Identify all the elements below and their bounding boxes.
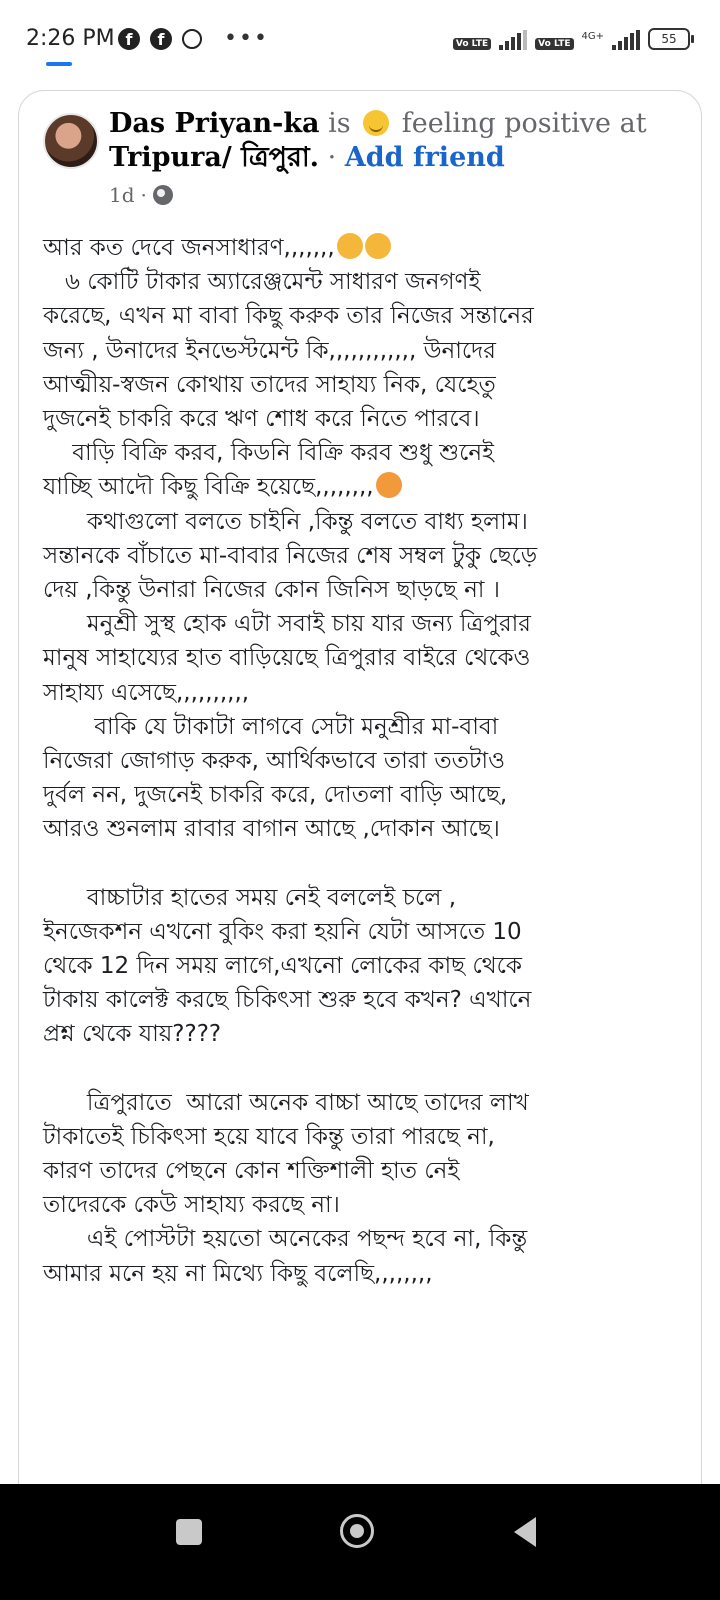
whatsapp-icon (182, 29, 202, 49)
post-line: দুর্বল নন, দুজনেই চাকরি করে, দোতলা বাড়ি আছে, (43, 782, 508, 809)
volte-icon: Vo LTE (453, 38, 491, 50)
blank-line (43, 847, 683, 881)
post-line: সন্তানকে বাঁচাতে মা-বাবার নিজের শেষ সম্বল টুকু ছেড়ে (43, 542, 538, 569)
post-line: জন্য , উনাদের ইনভেস্টমেন্ট কি,,,,,,,,,,,, উনাদের (43, 337, 496, 364)
post-line: দুজনেই চাকরি করে ঋণ শোধ করে নিতে পারবে। (43, 406, 480, 433)
separator-dot: · (327, 142, 337, 173)
post-line: করেছে, এখন মা বাবা কিছু করুক তার নিজের সন্তানের (43, 303, 534, 330)
volte-icon: Vo LTE (535, 38, 573, 50)
post-card (18, 90, 702, 1510)
post-header (109, 107, 679, 175)
post-line: বাকি যে টাকাটা লাগবে সেটা মনুশ্রীর মা-বাবা (43, 713, 499, 740)
network-type-label: 4G+ (581, 31, 604, 42)
post-line: তাদেরকে কেউ সাহায্য করছে না। (43, 1192, 340, 1219)
back-triangle-icon[interactable] (514, 1517, 536, 1547)
facebook-icon: f (150, 28, 172, 50)
system-icons (453, 28, 690, 50)
post-line: আর কত দেবে জনসাধারণ,,,,,,, (43, 231, 683, 265)
status-bar (0, 0, 720, 86)
battery-icon: 55 (648, 28, 690, 50)
post-body (43, 231, 683, 1291)
thinking-face-emoji (337, 233, 363, 259)
signal-strength-icon (612, 30, 640, 50)
post-line: আত্মীয়-স্বজন কোথায় তাদের সাহায্য নিক, যেহেতু (43, 371, 496, 398)
author-name[interactable]: Das Priyan-ka (109, 108, 320, 139)
post-line: ত্রিপুরাতে আরো অনেক বাচ্চা আছে তাদের লাখ (43, 1089, 529, 1116)
recents-square-icon[interactable] (176, 1519, 202, 1545)
home-circle-icon[interactable] (340, 1514, 374, 1548)
post-line: এই পোস্টটা হয়তো অনেকের পছন্দ হবে না, কিন্তু (43, 1226, 528, 1253)
post-line: মানুষ সাহায্যের হাত বাড়িয়েছে ত্রিপুরার বাইরে থেকেও (43, 645, 531, 672)
post-line: যাচ্ছি আদৌ কিছু বিক্রি হয়েছে,,,,,,,, (43, 470, 683, 504)
post-line: সাহায্য এসেছে,,,,,,,,,, (43, 679, 250, 706)
post-line: টাকাতেই চিকিৎসা হয়ে যাবে কিন্তু তারা পারছে না, (43, 1123, 495, 1150)
avatar[interactable] (43, 113, 99, 169)
navigation-bar (0, 1484, 720, 1600)
more-notifications-icon: ••• (224, 26, 269, 51)
post-line: কারণ তাদের পেছনে কোন শক্তিশালী হাত নেই (43, 1158, 460, 1185)
post-line: টাকায় কালেক্ট করছে চিকিৎসা শুরু হবে কখন? এখানে (43, 987, 532, 1014)
post-line: ৬ কোটি টাকার অ্যারেঞ্জমেন্ট সাধারণ জনগণই (43, 269, 481, 296)
globe-icon (153, 185, 173, 205)
post-line: ইনজেকশন এখনো বুকিং করা হয়নি যেটা আসতে 10 (43, 918, 522, 945)
scroll-indicator (46, 62, 72, 66)
facebook-icon: f (118, 28, 140, 50)
person-shrugging-emoji (376, 472, 402, 498)
location-link[interactable]: Tripura/ ত্রিপুরা. (109, 142, 320, 173)
thinking-face-emoji (365, 233, 391, 259)
post-line: আমার মনে হয় না মিথ্যে কিছু বলেছি,,,,,,,, (43, 1260, 433, 1287)
blank-line (43, 1052, 683, 1086)
feeling-label: feeling positive at (401, 108, 647, 139)
post-meta (109, 183, 173, 207)
is-label: is (328, 108, 351, 139)
post-line: আরও শুনলাম রাবার বাগান আছে ,দোকান আছে। (43, 816, 500, 843)
add-friend-button[interactable]: Add friend (344, 142, 505, 173)
post-time[interactable]: 1d (109, 183, 135, 207)
signal-strength-icon (499, 30, 527, 50)
meta-separator: · (140, 183, 147, 207)
post-line: দেয় ,কিন্তু উনারা নিজের কোন জিনিস ছাড়ছে না । (43, 577, 501, 604)
status-time: 2:26 PM (26, 26, 115, 51)
post-line: বাড়ি বিক্রি করব, কিডনি বিক্রি করব শুধু শুনেই (43, 440, 495, 467)
post-line: নিজেরা জোগাড় করুক, আর্থিকভাবে তারা ততটাও (43, 748, 506, 775)
post-line: প্রশ্ন থেকে যায়???? (43, 1021, 222, 1048)
post-line: বাচ্চাটার হাতের সময় নেই বললেই চলে , (43, 884, 457, 911)
post-line: কথাগুলো বলতে চাইনি ,কিন্তু বলতে বাধ্য হলাম। (43, 508, 528, 535)
relieved-face-emoji (363, 110, 389, 136)
post-line: মনুশ্রী সুস্থ হোক এটা সবাই চায় যার জন্য ত্রিপুরার (43, 611, 531, 638)
post-line: থেকে 12 দিন সময় লাগে,এখনো লোকের কাছ থেকে (43, 953, 522, 980)
notification-icons (118, 26, 269, 51)
